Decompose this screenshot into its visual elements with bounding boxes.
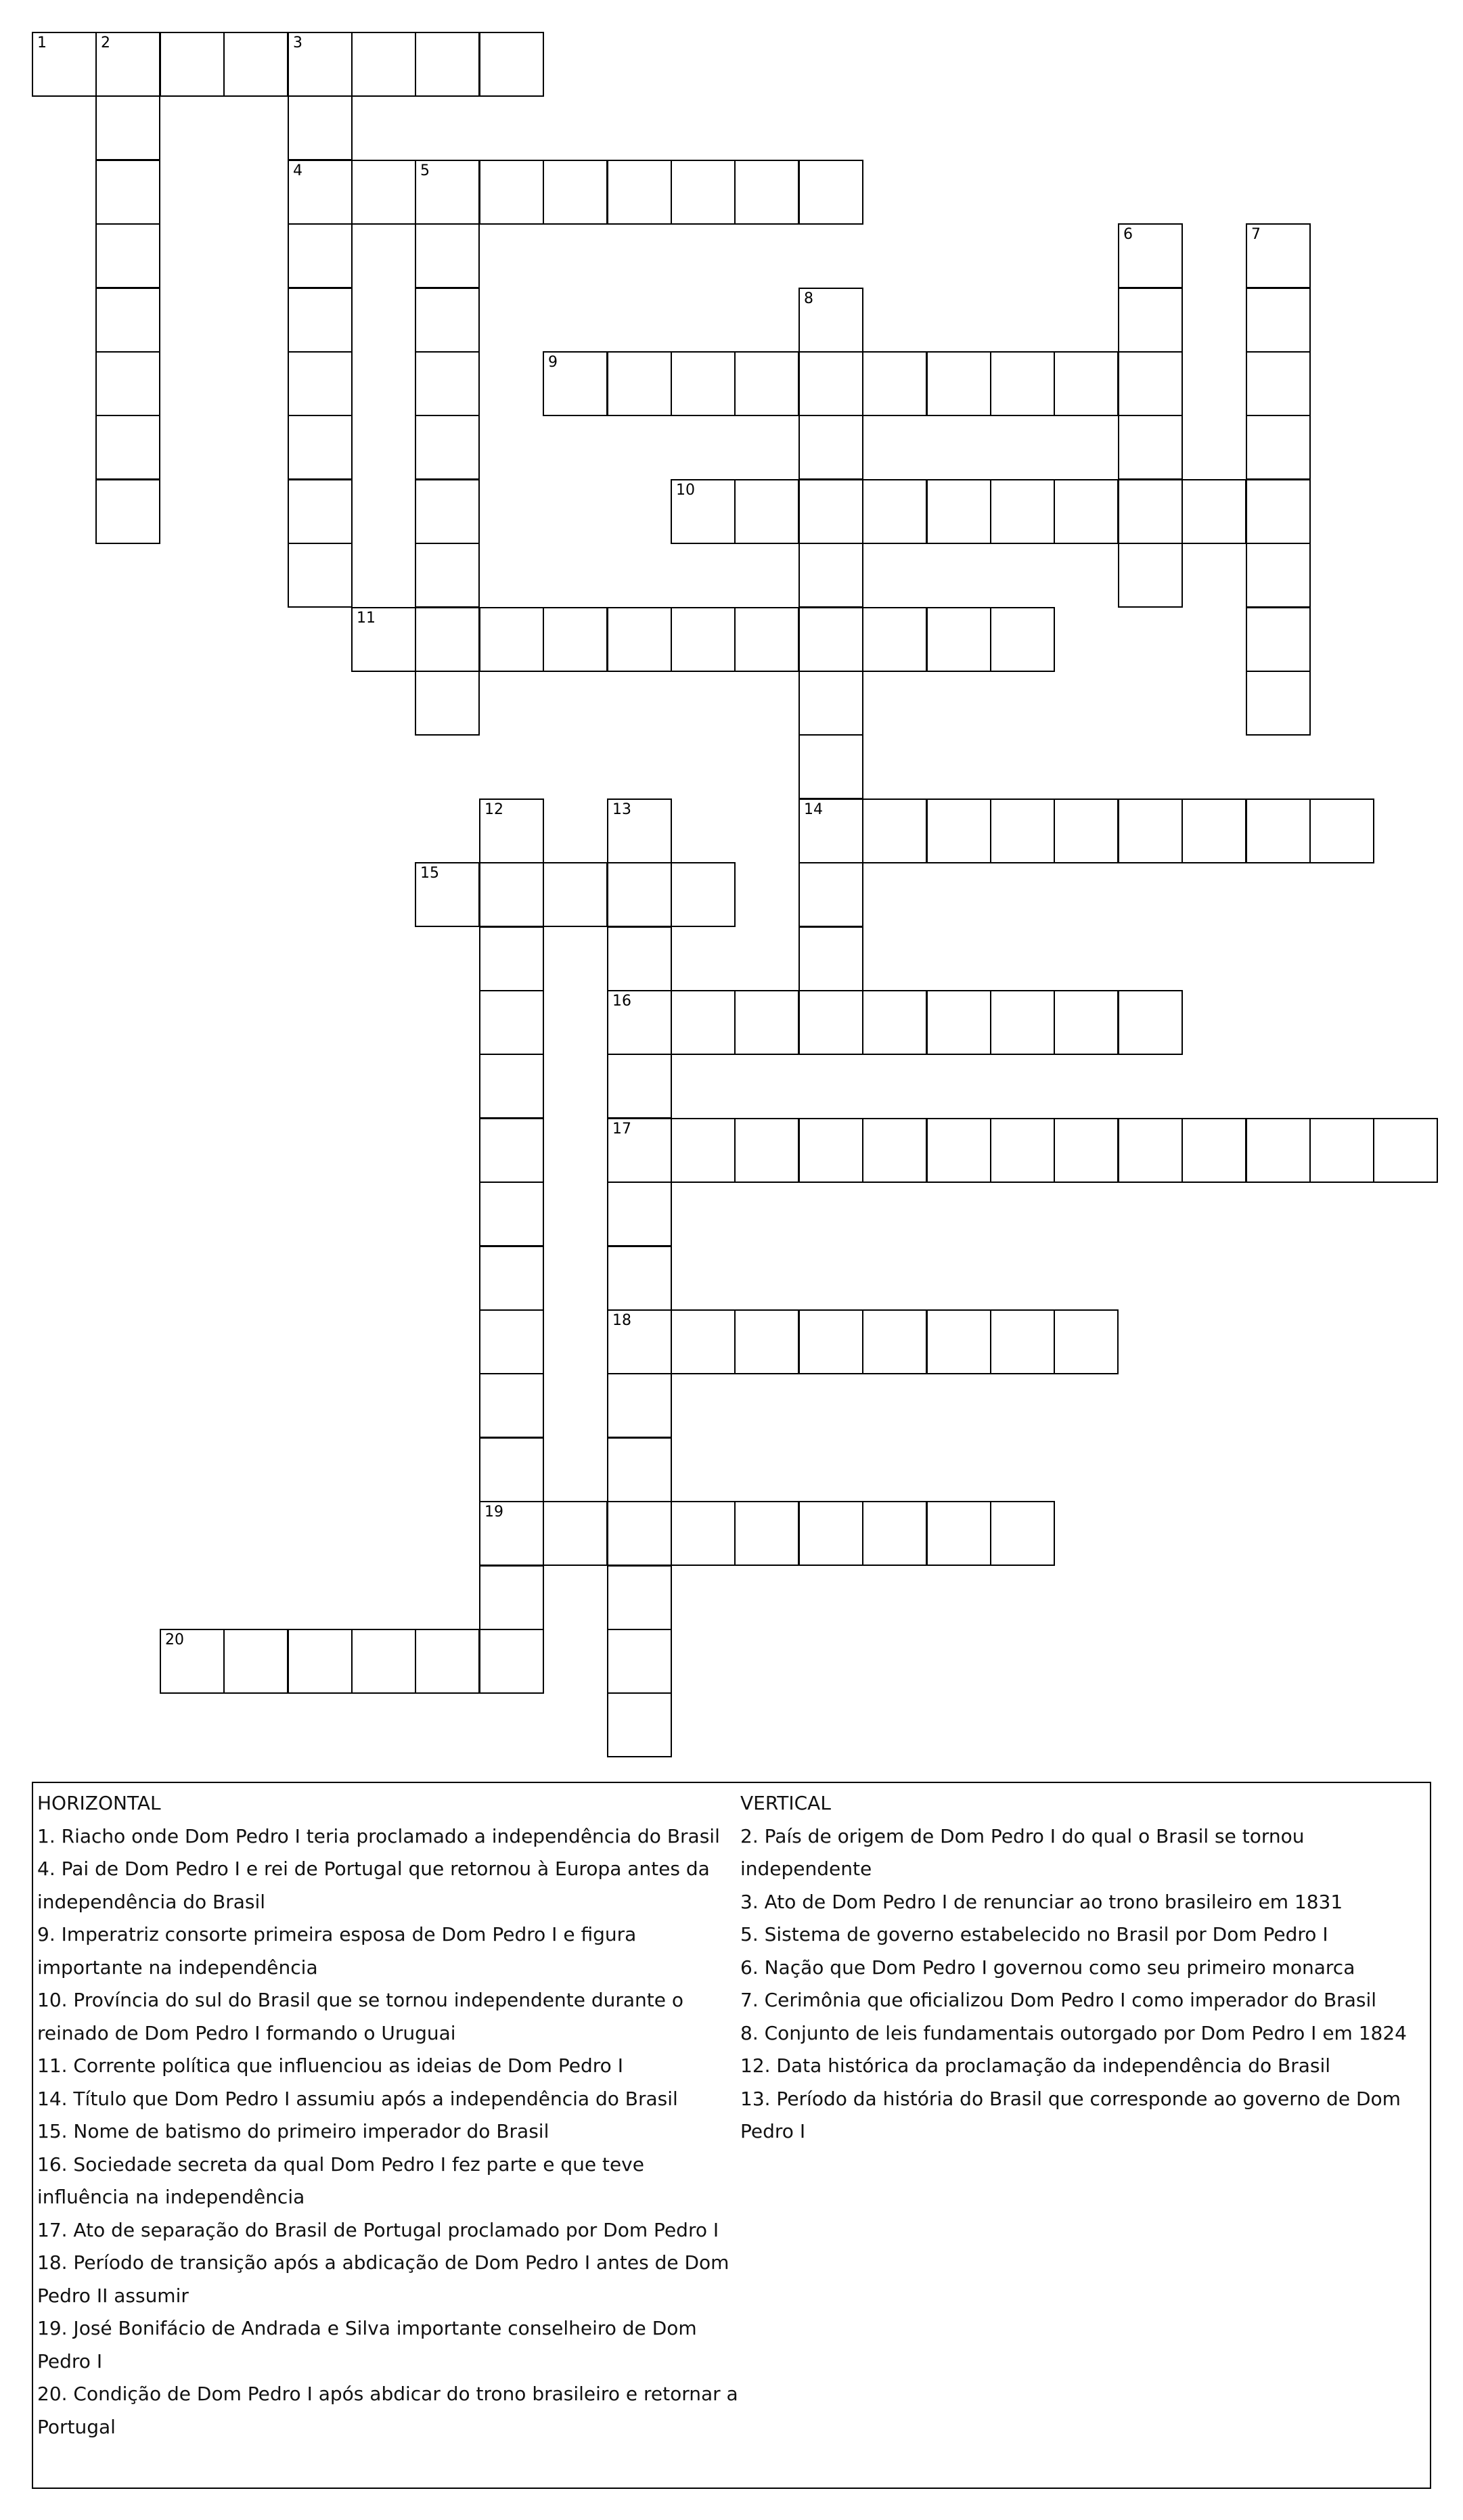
grid-cell[interactable] xyxy=(288,415,353,480)
grid-cell[interactable] xyxy=(607,926,672,991)
clue-h11: 11. Corrente política que influenciou as ideias de Dom Pedro I xyxy=(37,2054,623,2077)
grid-cell[interactable] xyxy=(798,1501,863,1566)
grid-cell[interactable] xyxy=(95,415,160,480)
grid-cell[interactable] xyxy=(288,1629,353,1694)
grid-cell[interactable] xyxy=(607,1118,672,1183)
clues-box xyxy=(32,1782,1431,2489)
clue-number: 7 xyxy=(1251,226,1261,243)
grid-cell[interactable] xyxy=(607,1182,672,1246)
clue-v12: 12. Data histórica da proclamação da independência do Brasil xyxy=(740,2054,1331,2077)
grid-cell[interactable] xyxy=(1181,798,1246,863)
grid-cell[interactable] xyxy=(1309,1118,1374,1183)
grid-cell[interactable] xyxy=(543,862,608,927)
grid-cell[interactable] xyxy=(734,607,799,672)
grid-cell[interactable] xyxy=(1373,1118,1438,1183)
clue-number: 13 xyxy=(612,801,631,818)
grid-cell[interactable] xyxy=(95,95,160,160)
grid-cell[interactable] xyxy=(1246,223,1311,288)
grid-cell[interactable] xyxy=(607,351,672,416)
grid-cell[interactable] xyxy=(671,160,736,225)
grid-cell[interactable] xyxy=(95,32,160,97)
grid-cell[interactable] xyxy=(415,160,480,225)
grid-cell[interactable] xyxy=(734,1118,799,1183)
grid-cell[interactable] xyxy=(288,479,353,544)
clue-number: 5 xyxy=(420,162,430,179)
grid-cell[interactable] xyxy=(543,607,608,672)
grid-cell[interactable] xyxy=(479,1118,544,1183)
grid-cell[interactable] xyxy=(798,990,863,1055)
grid-cell[interactable] xyxy=(95,351,160,416)
grid-cell[interactable] xyxy=(415,288,480,353)
grid-cell[interactable] xyxy=(415,671,480,736)
grid-cell[interactable] xyxy=(798,160,863,225)
grid-cell[interactable] xyxy=(543,160,608,225)
grid-cell[interactable] xyxy=(798,734,863,799)
clue-number: 6 xyxy=(1123,226,1133,243)
grid-cell[interactable] xyxy=(862,990,927,1055)
grid-cell[interactable] xyxy=(671,351,736,416)
grid-cell[interactable] xyxy=(862,1501,927,1566)
grid-cell[interactable] xyxy=(351,32,416,97)
clue-h17: 17. Ato de separação do Brasil de Portugal proclamado por Dom Pedro I xyxy=(37,2218,719,2241)
grid-cell[interactable] xyxy=(734,990,799,1055)
grid-cell[interactable] xyxy=(479,990,544,1055)
grid-cell[interactable] xyxy=(288,95,353,160)
clue-h4: 4. Pai de Dom Pedro I e rei de Portugal que retornou à Europa antes da independência do Brasil xyxy=(37,1858,710,1913)
grid-cell[interactable] xyxy=(607,862,672,927)
clue-number: 19 xyxy=(485,1504,503,1521)
grid-cell[interactable] xyxy=(607,1692,672,1757)
grid-cell[interactable] xyxy=(862,1309,927,1374)
grid-cell[interactable] xyxy=(479,798,544,863)
grid-cell[interactable] xyxy=(607,1373,672,1438)
grid-cell[interactable] xyxy=(798,926,863,991)
grid-cell[interactable] xyxy=(607,1437,672,1502)
grid-cell[interactable] xyxy=(926,990,991,1055)
grid-cell[interactable] xyxy=(1246,415,1311,480)
grid-cell[interactable] xyxy=(1054,990,1119,1055)
grid-cell[interactable] xyxy=(798,415,863,480)
grid-cell[interactable] xyxy=(351,607,416,672)
grid-cell[interactable] xyxy=(1054,351,1119,416)
grid-cell[interactable] xyxy=(415,223,480,288)
grid-cell[interactable] xyxy=(415,1629,480,1694)
grid-cell[interactable] xyxy=(479,926,544,991)
clue-number: 1 xyxy=(37,35,47,51)
grid-cell[interactable] xyxy=(288,543,353,608)
grid-cell[interactable] xyxy=(223,32,288,97)
grid-cell[interactable] xyxy=(479,1565,544,1630)
clue-number: 18 xyxy=(612,1312,631,1329)
clue-number: 12 xyxy=(485,801,503,818)
grid-cell[interactable] xyxy=(479,1373,544,1438)
grid-cell[interactable] xyxy=(415,351,480,416)
grid-cell[interactable] xyxy=(607,798,672,863)
clue-h15: 15. Nome de batismo do primeiro imperador do Brasil xyxy=(37,2120,549,2142)
clue-number: 11 xyxy=(357,610,376,627)
clue-number: 20 xyxy=(165,1632,184,1648)
grid-cell[interactable] xyxy=(479,1182,544,1246)
grid-cell[interactable] xyxy=(1246,543,1311,608)
grid-cell[interactable] xyxy=(1118,223,1183,288)
clue-h16: 16. Sociedade secreta da qual Dom Pedro I fez parte e que teve influência na independência xyxy=(37,2153,644,2208)
grid-cell[interactable] xyxy=(798,543,863,608)
clue-number: 9 xyxy=(548,354,558,371)
grid-cell[interactable] xyxy=(95,479,160,544)
grid-cell[interactable] xyxy=(862,798,927,863)
grid-cell[interactable] xyxy=(1246,1118,1311,1183)
grid-cell[interactable] xyxy=(1118,798,1183,863)
grid-cell[interactable] xyxy=(862,351,927,416)
clue-v3: 3. Ato de Dom Pedro I de renunciar ao trono brasileiro em 1831 xyxy=(740,1890,1343,1913)
grid-cell[interactable] xyxy=(671,479,736,544)
grid-cell[interactable] xyxy=(990,798,1055,863)
clue-number: 17 xyxy=(612,1121,631,1138)
grid-cell[interactable] xyxy=(1118,543,1183,608)
grid-cell[interactable] xyxy=(926,479,991,544)
grid-cell[interactable] xyxy=(607,1565,672,1630)
grid-cell[interactable] xyxy=(1309,798,1374,863)
grid-cell[interactable] xyxy=(1246,798,1311,863)
grid-cell[interactable] xyxy=(607,1054,672,1119)
grid-cell[interactable] xyxy=(607,1501,672,1566)
grid-cell[interactable] xyxy=(798,1309,863,1374)
grid-cell[interactable] xyxy=(479,607,544,672)
grid-cell[interactable] xyxy=(479,1054,544,1119)
grid-cell[interactable] xyxy=(479,1309,544,1374)
grid-cell[interactable] xyxy=(95,288,160,353)
grid-cell[interactable] xyxy=(990,1501,1055,1566)
clue-v5: 5. Sistema de governo estabelecido no Brasil por Dom Pedro I xyxy=(740,1923,1328,1945)
clue-v7: 7. Cerimônia que oficializou Dom Pedro I como imperador do Brasil xyxy=(740,1989,1376,2011)
grid-cell[interactable] xyxy=(479,32,544,97)
grid-cell[interactable] xyxy=(798,1118,863,1183)
grid-cell[interactable] xyxy=(415,479,480,544)
grid-cell[interactable] xyxy=(1118,1118,1183,1183)
clue-v6: 6. Nação que Dom Pedro I governou como seu primeiro monarca xyxy=(740,1956,1355,1979)
grid-cell[interactable] xyxy=(926,607,991,672)
clue-number: 4 xyxy=(293,162,302,179)
clue-v2: 2. País de origem de Dom Pedro I do qual o Brasil se tornou independente xyxy=(740,1824,1305,1880)
grid-cell[interactable] xyxy=(479,1246,544,1311)
clue-h18: 18. Período de transição após a abdicação de Dom Pedro I antes de Dom Pedro II assumir xyxy=(37,2251,729,2307)
grid-cell[interactable] xyxy=(543,351,608,416)
grid-cell[interactable] xyxy=(862,1118,927,1183)
grid-cell[interactable] xyxy=(415,862,480,927)
grid-cell[interactable] xyxy=(671,1118,736,1183)
grid-cell[interactable] xyxy=(543,1501,608,1566)
grid-cell[interactable] xyxy=(1118,479,1183,544)
grid-cell[interactable] xyxy=(671,1501,736,1566)
vertical-heading: VERTICAL xyxy=(740,1792,831,1814)
grid-cell[interactable] xyxy=(1118,288,1183,353)
grid-cell[interactable] xyxy=(607,1629,672,1694)
grid-cell[interactable] xyxy=(734,160,799,225)
clue-v8: 8. Conjunto de leis fundamentais outorgado por Dom Pedro I em 1824 xyxy=(740,2021,1407,2044)
grid-cell[interactable] xyxy=(1246,671,1311,736)
grid-cell[interactable] xyxy=(990,1118,1055,1183)
grid-cell[interactable] xyxy=(734,351,799,416)
clue-h9: 9. Imperatriz consorte primeira esposa de Dom Pedro I e figura importante na independência xyxy=(37,1923,637,1979)
grid-cell[interactable] xyxy=(288,288,353,353)
vertical-clues xyxy=(740,1787,1427,2148)
horizontal-clues xyxy=(37,1787,741,2444)
grid-cell[interactable] xyxy=(607,160,672,225)
horizontal-heading: HORIZONTAL xyxy=(37,1792,161,1814)
grid-cell[interactable] xyxy=(926,1309,991,1374)
grid-cell[interactable] xyxy=(1246,288,1311,353)
grid-cell[interactable] xyxy=(798,288,863,353)
grid-cell[interactable] xyxy=(415,415,480,480)
grid-cell[interactable] xyxy=(288,160,353,225)
grid-cell[interactable] xyxy=(479,1501,544,1566)
grid-cell[interactable] xyxy=(32,32,97,97)
grid-cell[interactable] xyxy=(798,862,863,927)
grid-cell[interactable] xyxy=(607,1309,672,1374)
grid-cell[interactable] xyxy=(862,607,927,672)
grid-cell[interactable] xyxy=(351,1629,416,1694)
grid-cell[interactable] xyxy=(990,607,1055,672)
grid-cell[interactable] xyxy=(1054,479,1119,544)
grid-cell[interactable] xyxy=(95,160,160,225)
grid-cell[interactable] xyxy=(288,223,353,288)
grid-cell[interactable] xyxy=(479,1629,544,1694)
grid-cell[interactable] xyxy=(1118,990,1183,1055)
grid-cell[interactable] xyxy=(351,160,416,225)
grid-cell[interactable] xyxy=(926,798,991,863)
grid-cell[interactable] xyxy=(734,1309,799,1374)
grid-cell[interactable] xyxy=(223,1629,288,1694)
grid-cell[interactable] xyxy=(1054,798,1119,863)
grid-cell[interactable] xyxy=(607,607,672,672)
grid-cell[interactable] xyxy=(926,351,991,416)
grid-cell[interactable] xyxy=(671,862,736,927)
grid-cell[interactable] xyxy=(607,990,672,1055)
clue-number: 15 xyxy=(420,865,439,882)
clue-number: 2 xyxy=(101,35,110,51)
grid-cell[interactable] xyxy=(95,223,160,288)
clue-number: 3 xyxy=(293,35,302,51)
grid-cell[interactable] xyxy=(479,1437,544,1502)
grid-cell[interactable] xyxy=(671,607,736,672)
grid-cell[interactable] xyxy=(798,671,863,736)
grid-cell[interactable] xyxy=(671,990,736,1055)
grid-cell[interactable] xyxy=(1246,351,1311,416)
clue-h1: 1. Riacho onde Dom Pedro I teria proclamado a independência do Brasil xyxy=(37,1824,720,1847)
grid-cell[interactable] xyxy=(1246,607,1311,672)
grid-cell[interactable] xyxy=(479,862,544,927)
grid-cell[interactable] xyxy=(415,543,480,608)
grid-cell[interactable] xyxy=(798,798,863,863)
clue-number: 16 xyxy=(612,993,631,1010)
grid-cell[interactable] xyxy=(926,1118,991,1183)
grid-cell[interactable] xyxy=(607,1246,672,1311)
grid-cell[interactable] xyxy=(1181,479,1246,544)
grid-cell[interactable] xyxy=(1118,415,1183,480)
grid-cell[interactable] xyxy=(160,1629,225,1694)
grid-cell[interactable] xyxy=(1054,1309,1119,1374)
grid-cell[interactable] xyxy=(862,479,927,544)
grid-cell[interactable] xyxy=(798,479,863,544)
clue-h10: 10. Província do sul do Brasil que se tornou independente durante o reinado de Dom Pedro I formando o Uruguai xyxy=(37,1989,684,2044)
grid-cell[interactable] xyxy=(734,1501,799,1566)
grid-cell[interactable] xyxy=(990,1309,1055,1374)
clue-number: 14 xyxy=(804,801,823,818)
clue-h20: 20. Condição de Dom Pedro I após abdicar do trono brasileiro e retornar a Portugal xyxy=(37,2383,738,2438)
grid-cell[interactable] xyxy=(990,351,1055,416)
grid-cell[interactable] xyxy=(1054,1118,1119,1183)
grid-cell[interactable] xyxy=(288,32,353,97)
grid-cell[interactable] xyxy=(798,607,863,672)
grid-cell[interactable] xyxy=(1181,1118,1246,1183)
grid-cell[interactable] xyxy=(479,160,544,225)
grid-cell[interactable] xyxy=(1118,351,1183,416)
clue-h19: 19. José Bonifácio de Andrada e Silva importante conselheiro de Dom Pedro I xyxy=(37,2317,697,2372)
grid-cell[interactable] xyxy=(798,351,863,416)
grid-cell[interactable] xyxy=(734,479,799,544)
grid-cell[interactable] xyxy=(160,32,225,97)
grid-cell[interactable] xyxy=(1246,479,1311,544)
clue-number: 8 xyxy=(804,290,813,307)
grid-cell[interactable] xyxy=(990,479,1055,544)
clue-number: 10 xyxy=(676,482,695,499)
clue-v13: 13. Período da história do Brasil que corresponde ao governo de Dom Pedro I xyxy=(740,2087,1401,2142)
grid-cell[interactable] xyxy=(415,32,480,97)
grid-cell[interactable] xyxy=(926,1501,991,1566)
grid-cell[interactable] xyxy=(415,607,480,672)
clue-h14: 14. Título que Dom Pedro I assumiu após a independência do Brasil xyxy=(37,2087,678,2110)
grid-cell[interactable] xyxy=(671,1309,736,1374)
grid-cell[interactable] xyxy=(990,990,1055,1055)
grid-cell[interactable] xyxy=(288,351,353,416)
